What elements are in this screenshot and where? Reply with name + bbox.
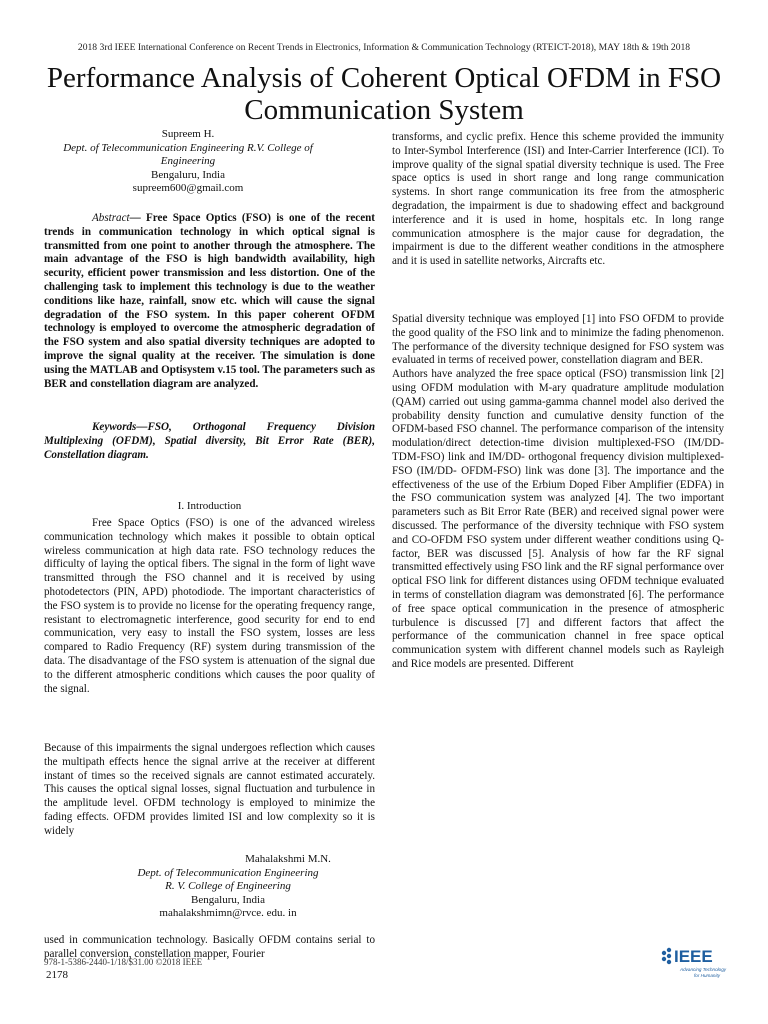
author-name: Supreem H. <box>161 128 215 140</box>
conference-header-text: 2018 3rd IEEE International Conference on Recent Trends in Electronics, Information & Communication Technology (RTEICT-2018), MAY 18th & 19th 2018 <box>77 42 691 53</box>
abstract <box>44 212 375 391</box>
abstract-label: Abstract <box>92 212 130 224</box>
author2-city: Bengaluru, India <box>191 893 265 906</box>
right-p2-text: Spatial diversity technique was employed [1] into FSO OFDM to provide the good quality of the FSO link and to minimize the fading phenomenon. The performance of the diversity technique designed for FSO system was evaluated in terms of received power, constellation diagram and BER. <box>392 313 724 367</box>
intro-p2-text: Because of this impairments the signal undergoes reflection which causes the multipath effects hence the signal arrive at the receiver at different instant of times so the received signals are cannot estimated accurately. This causes the optical signal losses, signal fluctuation and turbulence in the amplitude level. OFDM technology is employed to minimize the fading effects. OFDM provides limited ISI and low complexity so it is widely <box>44 742 375 837</box>
intro-p1-text: Free Space Optics (FSO) is one of the advanced wireless communication technology which makes it possible to obtain optical wireless communication at high data rate. FSO technology reduces the difficulty of laying the optical fibers. The signal in the form of light wave transmitted through the FSO channel and it is received by using photodetectors (PIN, APD) photodiode. The important characteristics of the FSO system is to provide no license for the operating frequency range, resistant to electromagnetic interference, good security for end to end communication, very easy to install the FSO system, losses are less compared to Radio Frequency (RF) system during transmission of the data. The disadvantage of the FSO system is attenuation of the signal due to the different atmospheric conditions which causes the poor quality of the signal. <box>44 517 375 695</box>
author2-dept: Dept. of Telecommunication Engineering <box>137 866 319 879</box>
author2-college: R. V. College of Engineering <box>165 880 291 892</box>
intro-p3-text: used in communication technology. Basically OFDM contains serial to parallel conversion, constellation mapper, Fourier <box>44 934 375 960</box>
author-dept: Dept. of Telecommunication Engineering R.V. College of Engineering <box>63 141 313 167</box>
right-column-paragraph-1 <box>392 131 724 269</box>
right-p1-text: transforms, and cyclic prefix. Hence this scheme provided the immunity to Inter-Symbol Interference (ISI) and Inter-Carrier Interference (ICI). To improve quality of the signal spatial diversity technique is used. The Free space optics is used in short range and long range communication systems. In short range communication its free from the atmospheric degradation, the impairment is due to shadowing effect and background interference and it is used in home, hospitals etc. In long range communication atmosphere is the major cause for degradation, the impairment is due to the different weather conditions in the atmosphere and it is used in satellite networks, Aircrafts etc. <box>392 131 724 268</box>
intro-paragraph-2 <box>44 742 375 839</box>
right-p3-text: Authors have analyzed the free space optical (FSO) transmission link [2] using OFDM modulation with M-ary quadrature amplitude modulation (QAM) carried out using gamma-gamma channel model also derived the probability density function and cumulative density function of the OFDM-based FSO channel. The performance comparison of the intensity modulation/direct detection-time division multiplexed-FSO (IM/DD-TDM-FSO) link and IM/DD- orthogonal frequency division multiplexed-FSO (IM/DD- OFDM-FSO) link was done [3]. The importance and the effectiveness of the use of the Erbium Doped Fiber Amplifier (EDFA) in the FSO communication system was analyzed [4]. The two important parameters such as Bit Error Rate (BER) and received signal power were discussed. The performance of the diversity technique with FSO system and CO-OFDM FSO system under different weather conditions using Q-factor, BER was discussed [5]. Analysis of how far the RF signal transmitted effectively using FSO link and the RF signal performance over optical FSO link for different distances using OFDM technique evaluated in terms of constellation diagram was demonstrated [6]. The performance of free space optical communication in the presence of atmospheric turbulence is discussed [7] and different factors that affect the performance of the communication channel in free space optical communication system with different channel models such as Rayleigh and Rice models are presented. Different <box>392 368 724 670</box>
page-number: 2178 <box>46 969 68 981</box>
author2-email: mahalakshmimn@rvce. edu. in <box>159 907 297 919</box>
author-city: Bengaluru, India <box>151 168 225 181</box>
ieee-tagline-1: Advancing Technology <box>680 967 727 972</box>
keywords-text: Keywords—FSO, Orthogonal Frequency Division Multiplexing (OFDM), Spatial diversity, Bit Error Rate (BER), Constellation diagram. <box>44 421 375 461</box>
ieee-logo-mark <box>662 948 671 964</box>
author-email: supreem600@gmail.com <box>132 182 244 194</box>
footer-isbn: 978-1-5386-2440-1/18/$31.00 ©2018 IEEE <box>44 957 203 967</box>
intro-paragraph-1 <box>44 517 375 696</box>
ieee-tagline-2: for Humanity <box>694 973 721 978</box>
section-heading-introduction: I. Introduction <box>177 500 242 512</box>
abstract-text: — Free Space Optics (FSO) is one of the recent trends in communication technology in which optical signal is transmitted from one point to another through the atmosphere. The main advantage of the FSO is high bandwidth availability, high security, efficient power transmission and less distortion. One of the challenging task to implement this technology is due to the weather conditions like haze, rainfall, snow etc. which will cause the signal degradation of the FSO system. In this paper coherent OFDM technology is employed to overcome the atmospheric degradation of the FSO system and also spatial diversity techniques are adopted to improve the signal quality at the receiver. The simulation is done using the MATLAB and Optisystem v.15 tool. The parameters such as BER and constellation diagram are analyzed. <box>44 212 375 390</box>
keywords <box>44 421 375 462</box>
right-column-paragraphs <box>392 313 724 672</box>
conference-header <box>0 42 768 53</box>
author-block-2 <box>58 853 398 921</box>
ieee-logo <box>658 944 730 984</box>
paper-title: Performance Analysis of Coherent Optical OFDM in FSO Communication System <box>46 62 722 126</box>
author2-name: Mahalakshmi M.N. <box>245 853 331 865</box>
ieee-logo-word: IEEE <box>674 947 713 966</box>
author-block-1 <box>38 128 338 196</box>
